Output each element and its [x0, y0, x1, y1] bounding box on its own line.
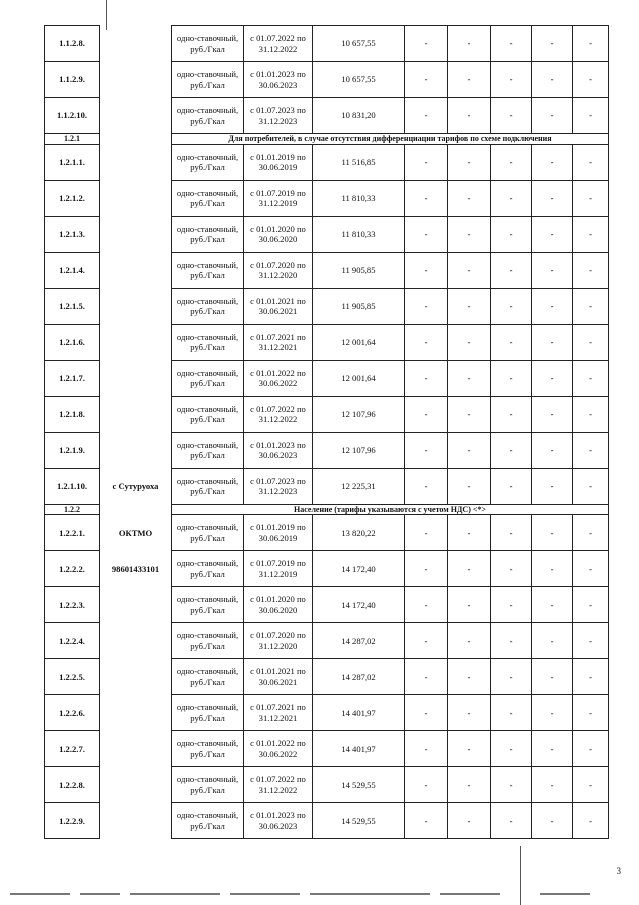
row-code: 1.2.2.1. [45, 515, 100, 551]
tariff-unit: одно-ставочный, руб./Гкал [172, 432, 244, 468]
empty-value-cell: - [448, 98, 491, 134]
empty-value-cell: - [405, 144, 448, 180]
empty-value-cell: - [573, 396, 609, 432]
empty-value-cell: - [405, 767, 448, 803]
tariff-value: 12 225,31 [313, 468, 405, 504]
tariff-period: с 01.07.2022 по 31.12.2022 [244, 396, 313, 432]
tariff-unit: одно-ставочный, руб./Гкал [172, 695, 244, 731]
row-code: 1.1.2.10. [45, 98, 100, 134]
tariff-value: 14 529,55 [313, 803, 405, 839]
empty-value-cell: - [448, 803, 491, 839]
tariff-table [44, 25, 609, 839]
table-row [45, 144, 609, 180]
tariff-period: с 01.01.2023 по 30.06.2023 [244, 803, 313, 839]
empty-value-cell: - [405, 468, 448, 504]
tariff-value: 14 529,55 [313, 767, 405, 803]
empty-value-cell: - [405, 98, 448, 134]
empty-value-cell: - [532, 180, 573, 216]
empty-value-cell: - [573, 551, 609, 587]
left-merged-cell [100, 62, 172, 98]
left-merged-cell [100, 731, 172, 767]
empty-value-cell: - [448, 26, 491, 62]
left-merged-cell [100, 659, 172, 695]
tariff-period: с 01.07.2021 по 31.12.2021 [244, 695, 313, 731]
empty-value-cell: - [532, 62, 573, 98]
tariff-period: с 01.01.2020 по 30.06.2020 [244, 587, 313, 623]
tariff-table-body [45, 26, 609, 839]
row-code: 1.2.2.7. [45, 731, 100, 767]
table-row [45, 26, 609, 62]
tariff-period: с 01.01.2020 по 30.06.2020 [244, 216, 313, 252]
row-code: 1.2.1.5. [45, 288, 100, 324]
page-number: 3 [616, 866, 621, 876]
empty-value-cell: - [573, 695, 609, 731]
tariff-value: 12 107,96 [313, 432, 405, 468]
table-row [45, 360, 609, 396]
empty-value-cell: - [491, 144, 532, 180]
empty-value-cell: - [491, 324, 532, 360]
empty-value-cell: - [532, 695, 573, 731]
tariff-value: 10 657,55 [313, 62, 405, 98]
section-row [45, 504, 609, 515]
row-code: 1.2.1.10. [45, 468, 100, 504]
empty-value-cell: - [532, 515, 573, 551]
tariff-unit: одно-ставочный, руб./Гкал [172, 26, 244, 62]
row-code: 1.2.2 [45, 504, 100, 515]
row-code: 1.2.2.8. [45, 767, 100, 803]
empty-value-cell: - [573, 26, 609, 62]
empty-value-cell: - [491, 252, 532, 288]
tariff-unit: одно-ставочный, руб./Гкал [172, 587, 244, 623]
empty-value-cell: - [532, 587, 573, 623]
tariff-period: с 01.07.2019 по 31.12.2019 [244, 180, 313, 216]
empty-value-cell: - [573, 252, 609, 288]
tariff-value: 14 287,02 [313, 659, 405, 695]
empty-value-cell: - [532, 26, 573, 62]
empty-value-cell: - [491, 587, 532, 623]
empty-value-cell: - [448, 731, 491, 767]
scan-artifact-line [106, 0, 107, 30]
tariff-period: с 01.01.2023 по 30.06.2023 [244, 432, 313, 468]
empty-value-cell: - [532, 659, 573, 695]
empty-value-cell: - [532, 360, 573, 396]
empty-value-cell: - [405, 360, 448, 396]
row-code: 1.2.2.5. [45, 659, 100, 695]
tariff-unit: одно-ставочный, руб./Гкал [172, 144, 244, 180]
table-row [45, 62, 609, 98]
empty-value-cell: - [573, 587, 609, 623]
tariff-value: 12 001,64 [313, 360, 405, 396]
row-code: 1.2.2.4. [45, 623, 100, 659]
empty-value-cell: - [573, 288, 609, 324]
tariff-unit: одно-ставочный, руб./Гкал [172, 252, 244, 288]
table-row [45, 587, 609, 623]
tariff-unit: одно-ставочный, руб./Гкал [172, 659, 244, 695]
empty-value-cell: - [532, 767, 573, 803]
tariff-period: с 01.01.2023 по 30.06.2023 [244, 62, 313, 98]
left-merged-cell [100, 396, 172, 432]
tariff-period: с 01.01.2019 по 30.06.2019 [244, 144, 313, 180]
empty-value-cell: - [448, 551, 491, 587]
empty-value-cell: - [491, 515, 532, 551]
empty-value-cell: - [491, 659, 532, 695]
table-row [45, 623, 609, 659]
empty-value-cell: - [573, 432, 609, 468]
empty-value-cell: - [532, 252, 573, 288]
table-row [45, 551, 609, 587]
tariff-unit: одно-ставочный, руб./Гкал [172, 551, 244, 587]
empty-value-cell: - [491, 803, 532, 839]
empty-value-cell: - [532, 98, 573, 134]
tariff-unit: одно-ставочный, руб./Гкал [172, 324, 244, 360]
empty-value-cell: - [491, 26, 532, 62]
table-row [45, 98, 609, 134]
empty-value-cell: - [448, 288, 491, 324]
table-row [45, 324, 609, 360]
empty-value-cell: - [532, 144, 573, 180]
empty-value-cell: - [573, 767, 609, 803]
empty-value-cell: - [405, 695, 448, 731]
empty-value-cell: - [573, 659, 609, 695]
tariff-period: с 01.01.2019 по 30.06.2019 [244, 515, 313, 551]
empty-value-cell: - [491, 288, 532, 324]
empty-value-cell: - [532, 468, 573, 504]
table-row [45, 695, 609, 731]
tariff-value: 10 657,55 [313, 26, 405, 62]
left-merged-cell [100, 288, 172, 324]
empty-value-cell: - [405, 623, 448, 659]
section-title: Для потребителей, в случае отсутствия дифференциации тарифов по схеме подключения [172, 134, 609, 145]
empty-value-cell: - [448, 623, 491, 659]
empty-value-cell: - [491, 468, 532, 504]
row-code: 1.2.1.1. [45, 144, 100, 180]
tariff-value: 14 401,97 [313, 695, 405, 731]
empty-value-cell: - [405, 62, 448, 98]
empty-value-cell: - [448, 144, 491, 180]
empty-value-cell: - [448, 396, 491, 432]
left-merged-cell [100, 180, 172, 216]
tariff-unit: одно-ставочный, руб./Гкал [172, 360, 244, 396]
empty-value-cell: - [573, 62, 609, 98]
left-merged-cell [100, 144, 172, 180]
empty-value-cell: - [405, 731, 448, 767]
empty-value-cell: - [532, 324, 573, 360]
empty-value-cell: - [573, 515, 609, 551]
empty-value-cell: - [448, 515, 491, 551]
table-row [45, 515, 609, 551]
empty-value-cell: - [532, 396, 573, 432]
left-merged-cell: 98601433101 [100, 551, 172, 587]
tariff-value: 12 001,64 [313, 324, 405, 360]
left-merged-cell [100, 252, 172, 288]
empty-value-cell: - [491, 360, 532, 396]
empty-value-cell: - [491, 62, 532, 98]
empty-value-cell: - [448, 62, 491, 98]
empty-value-cell: - [573, 180, 609, 216]
empty-value-cell: - [448, 468, 491, 504]
empty-value-cell: - [491, 551, 532, 587]
left-merged-cell [100, 803, 172, 839]
empty-value-cell: - [405, 432, 448, 468]
tariff-unit: одно-ставочный, руб./Гкал [172, 180, 244, 216]
empty-value-cell: - [573, 98, 609, 134]
empty-value-cell: - [532, 731, 573, 767]
tariff-value: 14 287,02 [313, 623, 405, 659]
left-merged-cell [100, 98, 172, 134]
row-code: 1.2.1.7. [45, 360, 100, 396]
tariff-period: с 01.07.2020 по 31.12.2020 [244, 623, 313, 659]
tariff-unit: одно-ставочный, руб./Гкал [172, 803, 244, 839]
empty-value-cell: - [573, 803, 609, 839]
row-code: 1.2.1.9. [45, 432, 100, 468]
empty-value-cell: - [448, 659, 491, 695]
left-merged-cell [100, 360, 172, 396]
tariff-value: 13 820,22 [313, 515, 405, 551]
table-row [45, 180, 609, 216]
left-merged-cell [100, 432, 172, 468]
tariff-value: 14 172,40 [313, 587, 405, 623]
tariff-period: с 01.07.2023 по 31.12.2023 [244, 98, 313, 134]
left-merged-cell [100, 623, 172, 659]
empty-value-cell: - [405, 216, 448, 252]
empty-value-cell: - [448, 252, 491, 288]
tariff-value: 11 810,33 [313, 216, 405, 252]
left-merged-cell [100, 216, 172, 252]
section-row [45, 134, 609, 145]
row-code: 1.2.1.6. [45, 324, 100, 360]
empty-value-cell: - [448, 324, 491, 360]
tariff-unit: одно-ставочный, руб./Гкал [172, 515, 244, 551]
row-code: 1.2.2.2. [45, 551, 100, 587]
tariff-value: 10 831,20 [313, 98, 405, 134]
section-title: Население (тарифы указываются с учетом НДС) <*> [172, 504, 609, 515]
tariff-period: с 01.01.2021 по 30.06.2021 [244, 288, 313, 324]
left-merged-cell [100, 695, 172, 731]
tariff-period: с 01.07.2020 по 31.12.2020 [244, 252, 313, 288]
row-code: 1.2.1.3. [45, 216, 100, 252]
empty-value-cell: - [405, 587, 448, 623]
table-row [45, 659, 609, 695]
tariff-period: с 01.07.2022 по 31.12.2022 [244, 26, 313, 62]
left-merged-cell [100, 587, 172, 623]
tariff-unit: одно-ставочный, руб./Гкал [172, 216, 244, 252]
tariff-period: с 01.01.2022 по 30.06.2022 [244, 360, 313, 396]
row-code: 1.2.2.3. [45, 587, 100, 623]
empty-value-cell: - [405, 26, 448, 62]
tariff-period: с 01.07.2021 по 31.12.2021 [244, 324, 313, 360]
empty-value-cell: - [573, 216, 609, 252]
row-code: 1.2.2.6. [45, 695, 100, 731]
row-code: 1.2.1 [45, 134, 100, 145]
empty-value-cell: - [491, 731, 532, 767]
empty-value-cell: - [491, 623, 532, 659]
row-code: 1.2.1.8. [45, 396, 100, 432]
empty-value-cell: - [491, 695, 532, 731]
empty-value-cell: - [573, 324, 609, 360]
table-row [45, 216, 609, 252]
empty-value-cell: - [405, 288, 448, 324]
empty-value-cell: - [448, 432, 491, 468]
tariff-unit: одно-ставочный, руб./Гкал [172, 98, 244, 134]
scan-edge-noise [0, 893, 639, 899]
empty-value-cell: - [573, 360, 609, 396]
empty-value-cell: - [405, 515, 448, 551]
left-merged-cell [100, 767, 172, 803]
empty-value-cell: - [405, 803, 448, 839]
empty-value-cell: - [448, 695, 491, 731]
tariff-period: с 01.01.2022 по 30.06.2022 [244, 731, 313, 767]
left-merged-cell [100, 134, 172, 145]
empty-value-cell: - [405, 180, 448, 216]
row-code: 1.2.1.4. [45, 252, 100, 288]
empty-value-cell: - [491, 396, 532, 432]
tariff-unit: одно-ставочный, руб./Гкал [172, 468, 244, 504]
tariff-unit: одно-ставочный, руб./Гкал [172, 731, 244, 767]
empty-value-cell: - [532, 551, 573, 587]
empty-value-cell: - [573, 731, 609, 767]
table-row [45, 731, 609, 767]
table-row [45, 803, 609, 839]
empty-value-cell: - [532, 216, 573, 252]
tariff-value: 11 905,85 [313, 252, 405, 288]
empty-value-cell: - [448, 180, 491, 216]
left-merged-cell [100, 504, 172, 515]
left-merged-cell [100, 26, 172, 62]
empty-value-cell: - [448, 767, 491, 803]
tariff-value: 12 107,96 [313, 396, 405, 432]
table-row [45, 767, 609, 803]
table-row [45, 396, 609, 432]
row-code: 1.2.2.9. [45, 803, 100, 839]
empty-value-cell: - [573, 623, 609, 659]
tariff-period: с 01.07.2022 по 31.12.2022 [244, 767, 313, 803]
empty-value-cell: - [573, 144, 609, 180]
empty-value-cell: - [405, 396, 448, 432]
empty-value-cell: - [405, 659, 448, 695]
table-row [45, 468, 609, 504]
empty-value-cell: - [573, 468, 609, 504]
empty-value-cell: - [448, 360, 491, 396]
empty-value-cell: - [491, 98, 532, 134]
empty-value-cell: - [491, 432, 532, 468]
left-merged-cell: с Сутуруоха [100, 468, 172, 504]
empty-value-cell: - [448, 587, 491, 623]
empty-value-cell: - [532, 623, 573, 659]
row-code: 1.1.2.8. [45, 26, 100, 62]
left-merged-cell: ОКТМО [100, 515, 172, 551]
empty-value-cell: - [405, 324, 448, 360]
empty-value-cell: - [532, 432, 573, 468]
tariff-value: 11 516,85 [313, 144, 405, 180]
tariff-value: 14 401,97 [313, 731, 405, 767]
empty-value-cell: - [491, 767, 532, 803]
tariff-unit: одно-ставочный, руб./Гкал [172, 62, 244, 98]
empty-value-cell: - [491, 216, 532, 252]
tariff-unit: одно-ставочный, руб./Гкал [172, 767, 244, 803]
tariff-unit: одно-ставочный, руб./Гкал [172, 396, 244, 432]
table-row [45, 288, 609, 324]
tariff-value: 11 810,33 [313, 180, 405, 216]
row-code: 1.2.1.2. [45, 180, 100, 216]
empty-value-cell: - [405, 252, 448, 288]
empty-value-cell: - [532, 803, 573, 839]
tariff-value: 14 172,40 [313, 551, 405, 587]
tariff-period: с 01.01.2021 по 30.06.2021 [244, 659, 313, 695]
tariff-period: с 01.07.2019 по 31.12.2019 [244, 551, 313, 587]
tariff-value: 11 905,85 [313, 288, 405, 324]
tariff-unit: одно-ставочный, руб./Гкал [172, 623, 244, 659]
empty-value-cell: - [448, 216, 491, 252]
empty-value-cell: - [405, 551, 448, 587]
tariff-period: с 01.07.2023 по 31.12.2023 [244, 468, 313, 504]
empty-value-cell: - [532, 288, 573, 324]
left-merged-cell [100, 324, 172, 360]
row-code: 1.1.2.9. [45, 62, 100, 98]
empty-value-cell: - [491, 180, 532, 216]
table-row [45, 432, 609, 468]
table-row [45, 252, 609, 288]
tariff-unit: одно-ставочный, руб./Гкал [172, 288, 244, 324]
